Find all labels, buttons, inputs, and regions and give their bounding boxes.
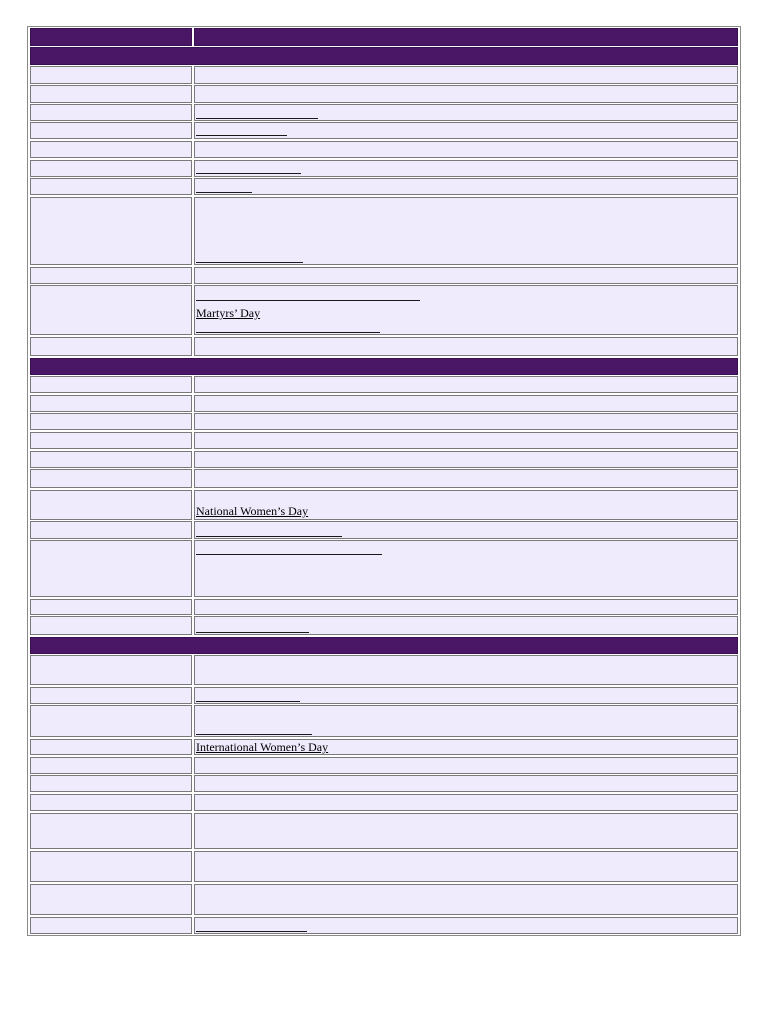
entry-underline: [196, 632, 309, 633]
table-row: [30, 267, 738, 284]
entry-underline: [196, 262, 303, 263]
table-header-row: [30, 28, 738, 46]
table-row: [30, 705, 738, 737]
table-row: [30, 432, 738, 449]
table-row: [30, 104, 738, 121]
table-row: [30, 851, 738, 882]
header-cell-left: [30, 28, 192, 46]
table-row: [30, 655, 738, 685]
table-row: [30, 540, 738, 597]
entry-underline: [196, 332, 380, 333]
entry-underline: [196, 931, 307, 932]
table-row: [30, 66, 738, 84]
entry-underline: [196, 300, 420, 301]
entry-underline: [196, 173, 301, 174]
international-womens-day-label: International Women’s Day: [196, 740, 329, 754]
national-womens-day-label: National Women’s Day: [196, 504, 309, 518]
table-row: [30, 376, 738, 393]
table-row: [30, 141, 738, 158]
table-row: [30, 160, 738, 177]
table-row: [30, 794, 738, 811]
entry-underline: [196, 734, 312, 735]
table-row: [30, 85, 738, 103]
table-row: [30, 197, 738, 265]
table-row: [30, 917, 738, 934]
table-row: [30, 490, 738, 520]
table-row: [30, 616, 738, 635]
table-row: [30, 178, 738, 195]
entry-underline: [196, 554, 382, 555]
table-row: [30, 687, 738, 704]
section-band-1: [30, 47, 738, 65]
table-row: [30, 757, 738, 774]
table-row: [30, 884, 738, 915]
table-row: [30, 599, 738, 615]
table-row: [30, 813, 738, 849]
section-band-2: [30, 358, 738, 375]
table-row: [30, 337, 738, 356]
table-row: [30, 739, 738, 755]
table-row: [30, 122, 738, 139]
entry-underline: [196, 701, 300, 702]
table-row: [30, 775, 738, 792]
entry-underline: [196, 192, 252, 193]
table-row: [30, 469, 738, 488]
table-row: [30, 521, 738, 539]
table-row: [30, 413, 738, 430]
martyrs-day-label: Martyrs’ Day: [196, 306, 261, 320]
table-row: [30, 285, 738, 335]
section-band-3: [30, 637, 738, 654]
entry-underline: [196, 135, 287, 136]
holiday-table: [27, 26, 741, 936]
entry-underline: [196, 118, 318, 119]
table-row: [30, 451, 738, 468]
header-cell-right: [194, 28, 738, 46]
entry-underline: [196, 536, 342, 537]
table-row: [30, 395, 738, 412]
